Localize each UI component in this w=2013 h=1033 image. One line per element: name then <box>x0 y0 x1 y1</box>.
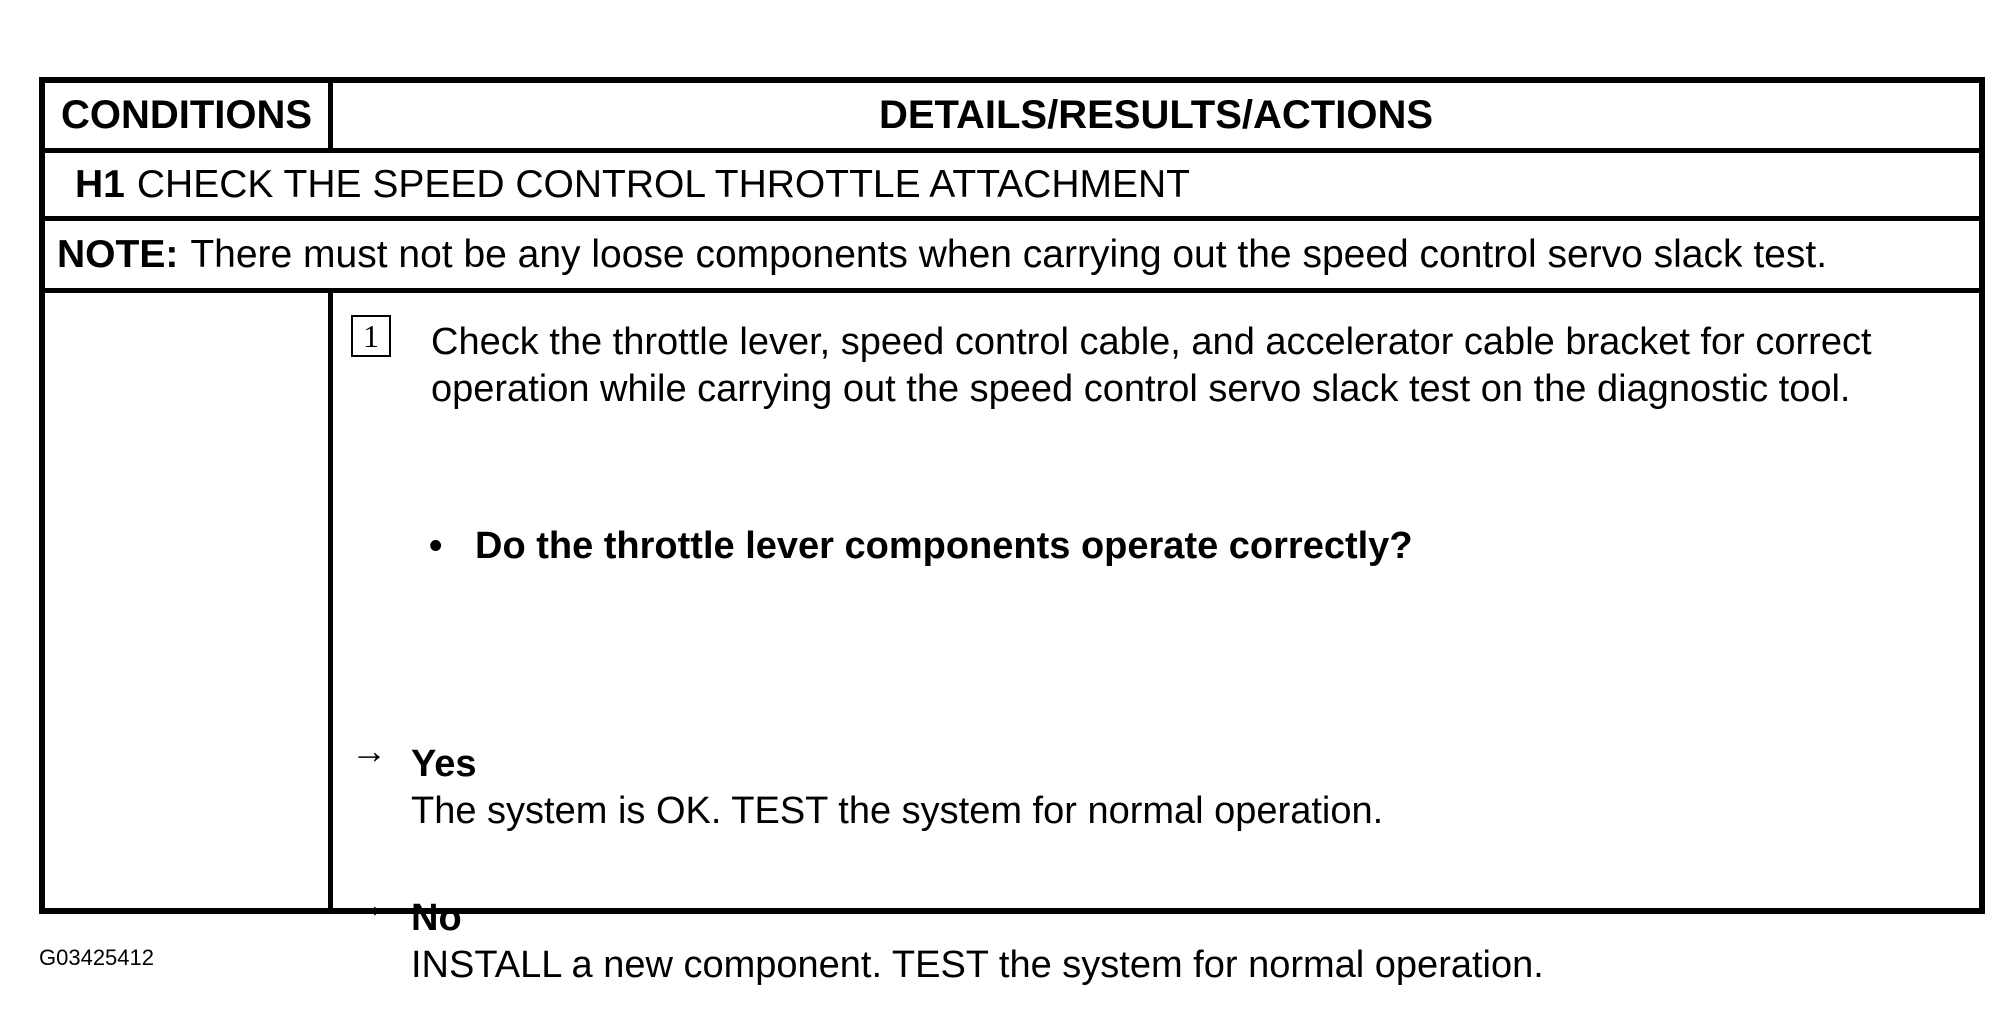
table-header-row <box>45 83 1979 153</box>
arrow-right-icon: → <box>351 730 387 771</box>
figure-id: G03425412 <box>39 945 154 970</box>
answer-yes-text: The system is OK. TEST the system for normal operation. <box>411 790 1384 832</box>
conditions-column-header: CONDITIONS <box>45 83 333 148</box>
conditions-cell <box>45 293 333 908</box>
arrow-right-icon: → <box>351 884 387 925</box>
action-instruction: Check the throttle lever, speed control cable, and accelerator cable bracket for correct operation while carrying out the speed control servo slack test on the diagnostic tool. <box>431 321 1872 410</box>
note-text: There must not be any loose components when carrying out the speed control servo slack test. <box>190 232 1828 276</box>
note-label: NOTE: <box>57 232 179 276</box>
note-row <box>45 221 1979 293</box>
details-column-header: DETAILS/RESULTS/ACTIONS <box>878 93 1434 137</box>
step-title: CHECK THE SPEED CONTROL THROTTLE ATTACHMENT <box>136 162 1190 206</box>
action-question <box>429 525 1413 568</box>
question-text: Do the throttle lever components operate correctly? <box>475 525 1413 567</box>
action-number-box: 1 <box>351 315 391 357</box>
step-id: H1 <box>75 162 125 206</box>
answer-no-label: No <box>411 897 462 939</box>
step-title-row <box>45 153 1979 221</box>
answer-no-text: INSTALL a new component. TEST the system for normal operation. <box>411 944 1544 986</box>
answer-yes-label: Yes <box>411 743 477 785</box>
bullet-icon: • <box>429 525 443 567</box>
details-cell <box>333 293 1979 986</box>
